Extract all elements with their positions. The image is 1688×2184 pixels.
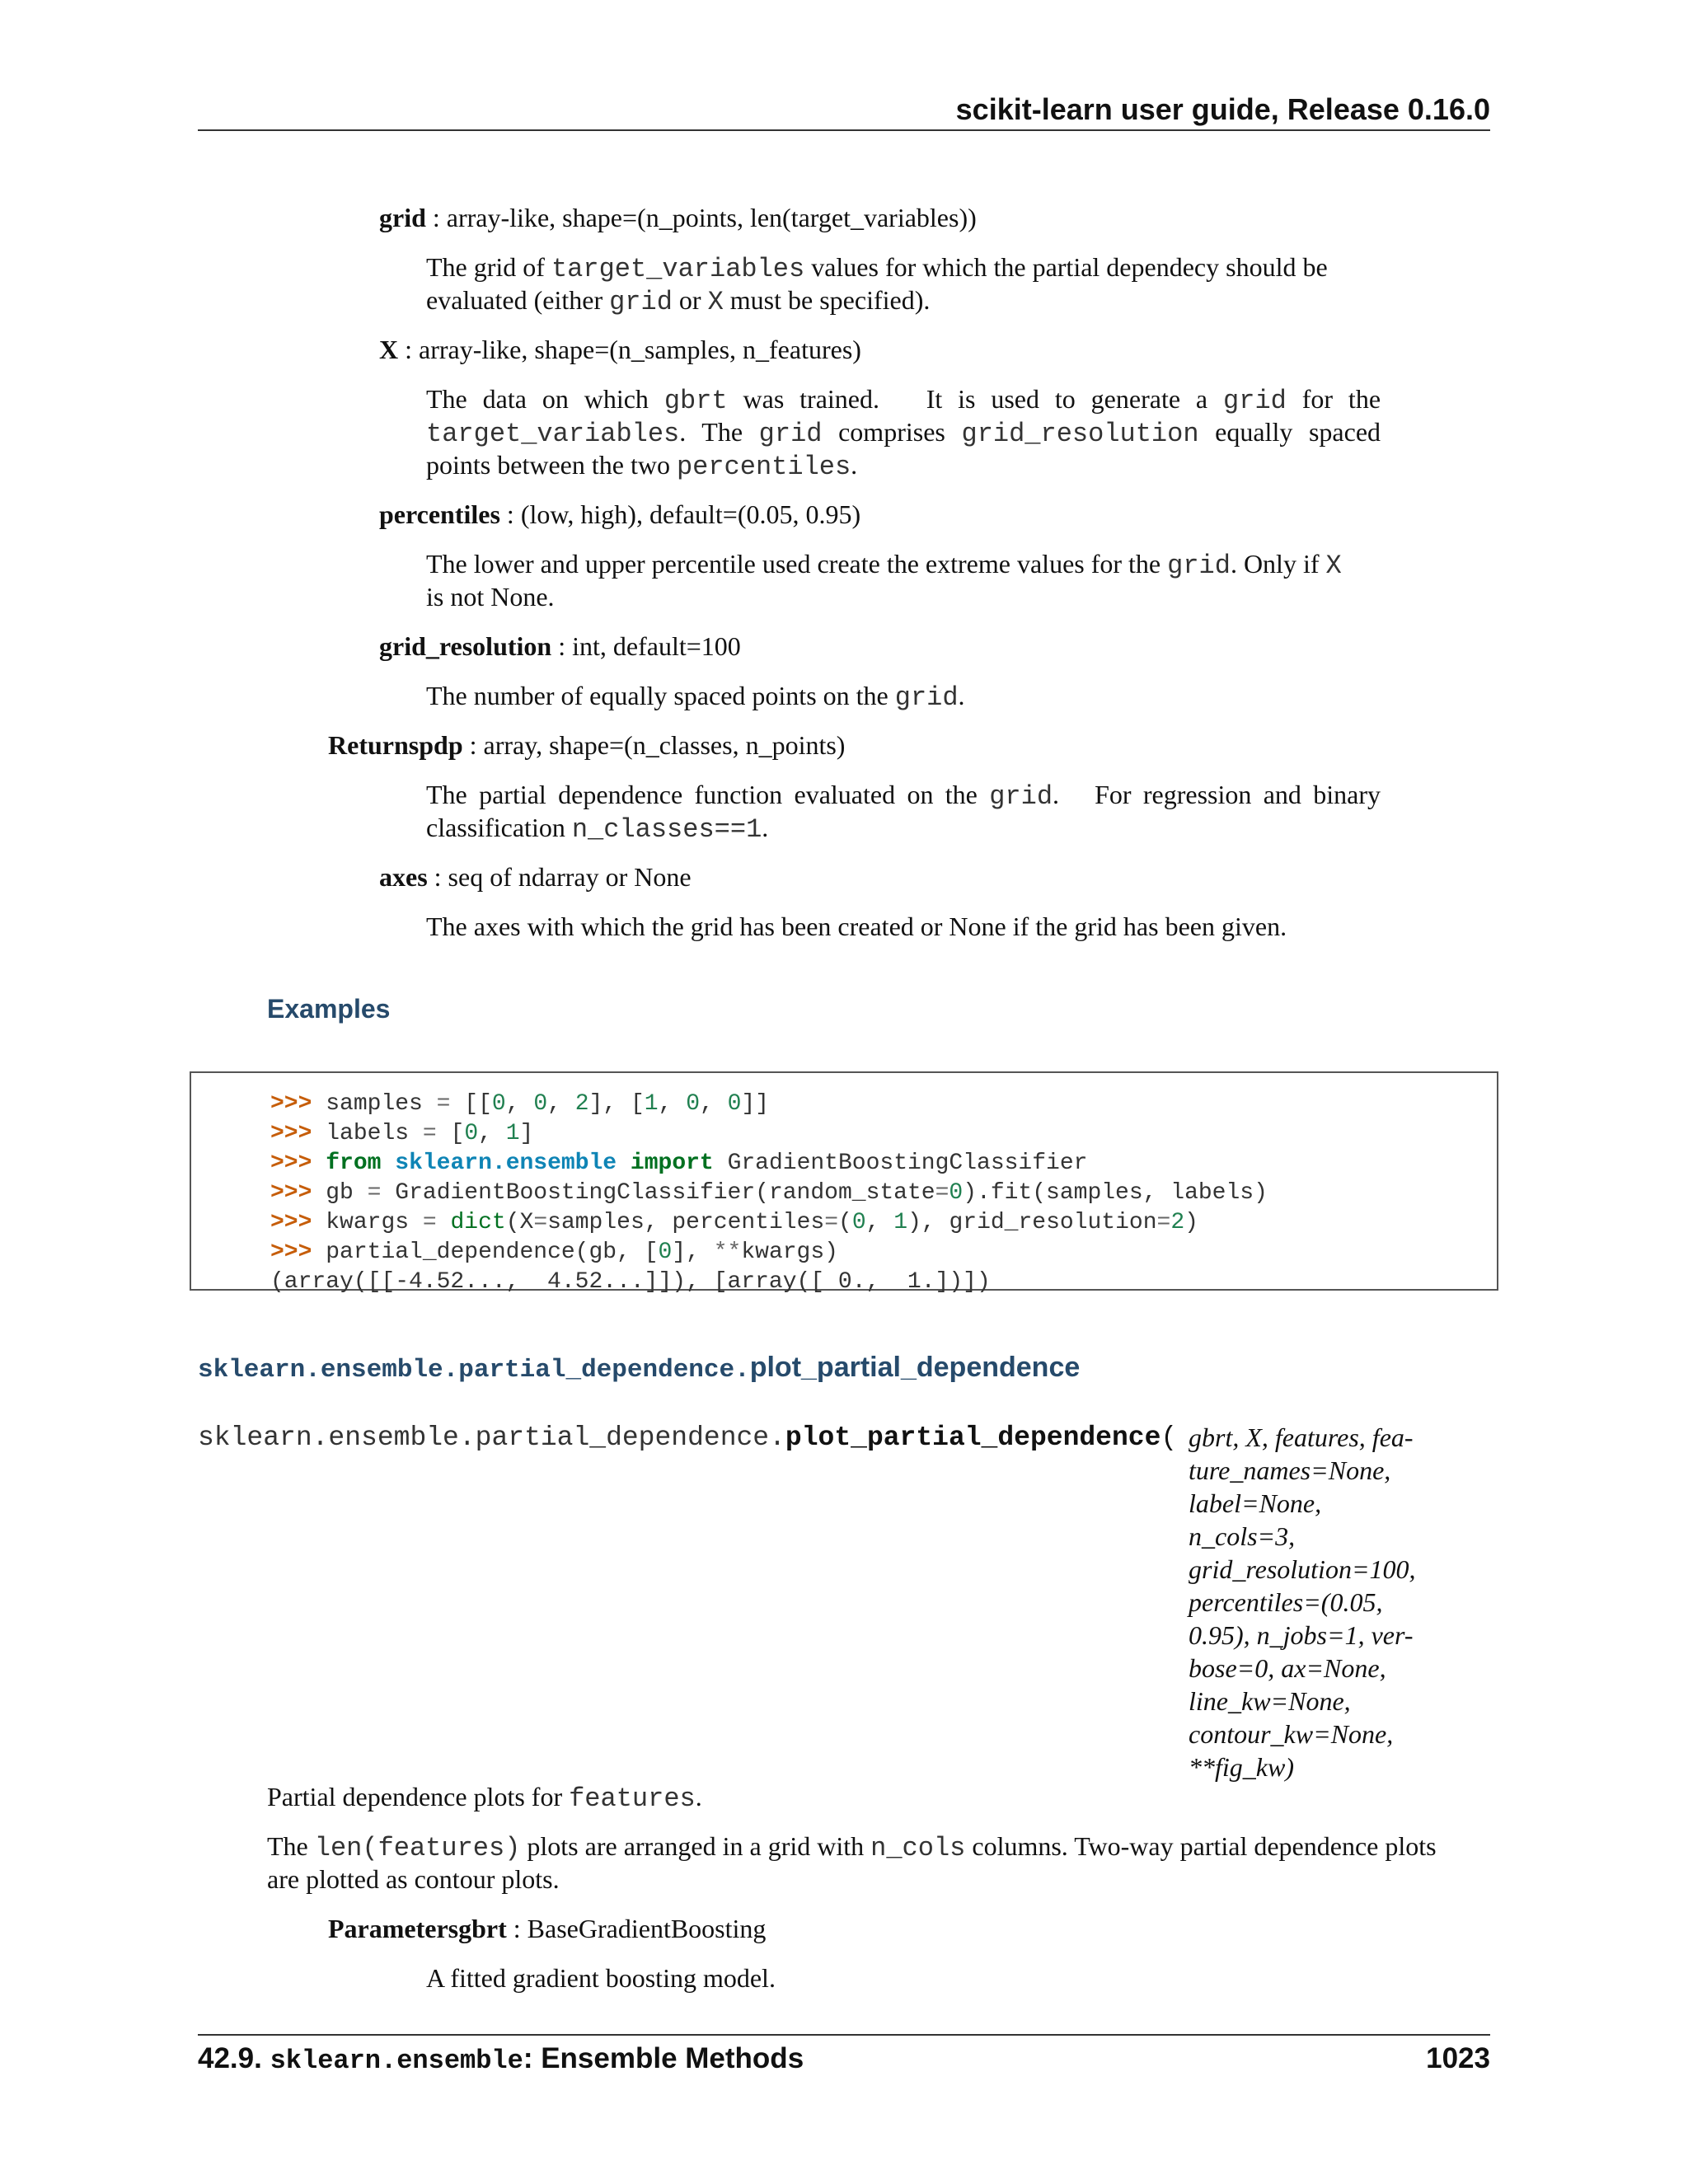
code-token: ,	[478, 1121, 506, 1146]
code-token: ).fit(samples, labels)	[963, 1180, 1268, 1206]
text: classification	[426, 813, 572, 842]
code-line	[270, 1149, 1087, 1179]
signature-params-line: percentiles=(0.05,	[1189, 1587, 1383, 1617]
code-token: [	[450, 1121, 465, 1146]
code-prompt: >>>	[270, 1180, 312, 1206]
header-rule	[198, 129, 1490, 131]
code-token: 2	[574, 1091, 589, 1117]
param-X	[379, 333, 861, 366]
param-type: : int, default=100	[551, 631, 741, 661]
params-label: Parametersgbrt	[328, 1914, 507, 1943]
inline-code: features	[569, 1783, 696, 1814]
code-token: (	[838, 1210, 852, 1235]
code-token: 1	[893, 1210, 908, 1235]
code-token: samples	[326, 1091, 423, 1117]
code-token: 1	[644, 1091, 659, 1117]
code-token: 0	[658, 1240, 673, 1265]
code-line	[270, 1208, 1198, 1238]
code-token: =	[824, 1210, 839, 1235]
code-token: )	[1184, 1210, 1198, 1235]
code-token: 0	[491, 1091, 506, 1117]
inline-code: grid	[1167, 551, 1231, 581]
code-token: 0	[464, 1121, 479, 1146]
code-token: dict	[450, 1210, 506, 1235]
text: . The	[679, 417, 759, 447]
param-name: X	[379, 335, 399, 364]
section-heading-name: plot_partial_dependence	[749, 1352, 1081, 1383]
code-token: ]	[519, 1121, 534, 1146]
code-line	[270, 1238, 838, 1268]
code-token: kwargs	[326, 1210, 410, 1235]
code-token: 2	[1170, 1210, 1185, 1235]
param-name: grid	[379, 203, 426, 232]
footer-section-title: : Ensemble Methods	[523, 2042, 804, 2074]
param-grid-desc-line1	[426, 251, 1328, 286]
inline-code: grid	[1223, 386, 1287, 416]
text: .	[1053, 780, 1060, 809]
param-name: percentiles	[379, 499, 500, 529]
text: .	[851, 450, 858, 480]
code-token: 0	[533, 1091, 548, 1117]
param-grid	[379, 201, 977, 234]
code-line	[270, 1090, 769, 1119]
code-token: =	[367, 1180, 382, 1206]
signature-params-line: label=None,	[1189, 1488, 1322, 1518]
code-token: ,	[700, 1091, 728, 1117]
code-token: [[	[464, 1091, 492, 1117]
param-percentiles-desc-line1	[426, 547, 1342, 583]
section-heading-module: sklearn.ensemble.partial_dependence.	[198, 1356, 750, 1385]
param-percentiles	[379, 498, 860, 531]
code-prompt: >>>	[270, 1210, 312, 1235]
code-prompt: >>>	[270, 1240, 312, 1265]
param-gbrt	[328, 1912, 766, 1945]
signature-params-line: **fig_kw)	[1189, 1752, 1294, 1782]
text: must be specified).	[723, 285, 931, 315]
returns-axes	[379, 860, 692, 893]
param-gbrt-desc: A fitted gradient boosting model.	[426, 1963, 776, 1993]
code-token: =	[935, 1180, 950, 1206]
function-description	[267, 1780, 702, 1816]
footer-section	[198, 2042, 804, 2076]
inline-code: percentiles	[676, 452, 851, 482]
returns-axes-desc: The axes with which the grid has been created or None if the grid has been given.	[426, 912, 1287, 941]
footer-section-number: 42.9.	[198, 2042, 270, 2074]
code-token: ,	[865, 1210, 894, 1235]
param-type: : array-like, shape=(n_samples, n_features)	[398, 335, 861, 364]
returns-axes-name: axes	[379, 862, 428, 892]
param-grid-resolution-desc	[426, 679, 965, 715]
code-token: ,	[505, 1091, 534, 1117]
text: The lower and upper percentile used create the extreme values for the	[426, 549, 1168, 579]
section-heading	[198, 1352, 1080, 1385]
code-token: 0	[949, 1180, 964, 1206]
code-token: labels	[326, 1121, 410, 1146]
code-token: import	[630, 1151, 714, 1176]
code-prompt: >>>	[270, 1151, 312, 1176]
text: The	[267, 1831, 315, 1861]
code-token: =	[436, 1091, 451, 1117]
returns-pdp-desc-line2	[426, 811, 768, 846]
code-token: =	[422, 1210, 437, 1235]
code-token: 0	[851, 1210, 866, 1235]
code-token: ,	[547, 1091, 575, 1117]
text: was trained.	[727, 384, 880, 414]
text: evaluated (either	[426, 285, 610, 315]
returns-pdp	[328, 729, 845, 762]
returns-label: Returnspdp	[328, 730, 463, 760]
code-token: =	[1156, 1210, 1171, 1235]
footer-rule	[198, 2034, 1490, 2036]
text: values for which the partial dependecy should be	[804, 252, 1328, 282]
footer-section-module: sklearn.ensemble	[270, 2046, 523, 2076]
param-X-desc-line1	[426, 382, 1381, 418]
signature-params-line: contour_kw=None,	[1189, 1719, 1394, 1749]
code-token: ], [	[588, 1091, 645, 1117]
code-token: ,	[658, 1091, 687, 1117]
code-token: (X	[505, 1210, 534, 1235]
function-description-line2	[267, 1830, 1437, 1865]
code-line	[270, 1119, 533, 1149]
function-description-line3: are plotted as contour plots.	[267, 1864, 560, 1894]
code-output-line: (array([[-4.52..., 4.52...]]), [array([ 0., 1.])])	[270, 1269, 991, 1295]
running-header: scikit-learn user guide, Release 0.16.0	[955, 92, 1490, 126]
text: It is used to generate a	[926, 384, 1224, 414]
text: The number of equally spaced points on the	[426, 681, 895, 710]
code-prompt: >>>	[270, 1091, 312, 1117]
signature-params-line: line_kw=None,	[1189, 1686, 1351, 1716]
signature-params-line: grid_resolution=100,	[1189, 1554, 1416, 1584]
text: The data on which	[426, 384, 664, 414]
param-X-desc-line3	[426, 448, 857, 484]
signature-params-line: gbrt, X, features, fea-	[1189, 1422, 1414, 1452]
param-X-desc-line2	[426, 415, 1381, 451]
code-token: =	[422, 1121, 437, 1146]
inline-code: grid_resolution	[961, 419, 1199, 449]
returns-axes-type: : seq of ndarray or None	[427, 862, 692, 892]
inline-code: grid	[758, 419, 823, 449]
text: or	[672, 285, 708, 315]
code-token: 1	[505, 1121, 520, 1146]
code-token: ],	[672, 1240, 714, 1265]
text: plots are arranged in a grid with	[520, 1831, 871, 1861]
inline-code: target_variables	[426, 419, 680, 449]
inline-code: n_cols	[870, 1833, 966, 1863]
signature-module: sklearn.ensemble.partial_dependence.	[198, 1422, 785, 1453]
code-token: GradientBoostingClassifier(random_state	[395, 1180, 935, 1206]
text: equally spaced	[1198, 417, 1381, 447]
code-token: partial_dependence(gb, [	[326, 1240, 659, 1265]
param-type: : BaseGradientBoosting	[506, 1914, 767, 1943]
code-token: 0	[727, 1091, 742, 1117]
inline-code: gbrt	[663, 386, 728, 416]
text: . Only if	[1230, 549, 1326, 579]
inline-code: X	[707, 287, 724, 317]
param-type: : (low, high), default=(0.05, 0.95)	[499, 499, 861, 529]
code-token: GradientBoostingClassifier	[727, 1151, 1088, 1176]
signature-params-line: bose=0, ax=None,	[1189, 1653, 1386, 1683]
text: for the	[1286, 384, 1381, 414]
code-token: ]]	[741, 1091, 770, 1117]
param-grid-desc-line2	[426, 284, 930, 319]
code-token: samples, percentiles	[547, 1210, 825, 1235]
text: For regression and binary	[1095, 780, 1381, 809]
code-token: kwargs)	[741, 1240, 838, 1265]
signature-params-line: n_cols=3,	[1189, 1521, 1296, 1551]
function-signature	[198, 1422, 1177, 1453]
code-line	[270, 1179, 1268, 1208]
inline-code: n_classes==1	[571, 814, 762, 845]
code-token: =	[533, 1210, 548, 1235]
signature-params-line: ture_names=None,	[1189, 1455, 1391, 1485]
returns-pdp-desc-line1	[426, 778, 1381, 813]
text: points between the two	[426, 450, 677, 480]
text: The grid of	[426, 252, 551, 282]
code-token: 0	[686, 1091, 701, 1117]
text: columns. Two-way partial dependence plots	[965, 1831, 1437, 1861]
code-token: **	[713, 1240, 742, 1265]
text: Partial dependence plots for	[267, 1782, 570, 1811]
param-name: grid_resolution	[379, 631, 552, 661]
code-token: ), grid_resolution	[907, 1210, 1157, 1235]
text: .	[958, 681, 965, 710]
inline-code: grid	[989, 781, 1053, 812]
signature-name: plot_partial_dependence	[785, 1422, 1161, 1453]
inline-code: X	[1325, 551, 1342, 581]
signature-params-line: 0.95), n_jobs=1, ver-	[1189, 1620, 1414, 1650]
code-prompt: >>>	[270, 1121, 312, 1146]
signature-open-paren: (	[1160, 1422, 1178, 1453]
code-token: from	[326, 1151, 382, 1176]
inline-code: target_variables	[551, 254, 805, 284]
text: comprises	[822, 417, 962, 447]
returns-type: : array, shape=(n_classes, n_points)	[462, 730, 846, 760]
page-number: 1023	[1426, 2042, 1490, 2074]
inline-code: len(features)	[314, 1833, 521, 1863]
param-type: : array-like, shape=(n_points, len(target_variables))	[425, 203, 977, 232]
inline-code: grid	[894, 682, 959, 713]
code-token: gb	[326, 1180, 354, 1206]
text: .	[762, 813, 769, 842]
param-percentiles-desc-line2: is not None.	[426, 582, 555, 612]
inline-code: grid	[609, 287, 673, 317]
text: The partial dependence function evaluated on the	[426, 780, 990, 809]
code-example-block	[190, 1071, 1498, 1295]
text: .	[695, 1782, 702, 1811]
param-grid-resolution	[379, 630, 741, 663]
examples-heading: Examples	[267, 994, 391, 1024]
code-token: sklearn.ensemble	[395, 1151, 617, 1176]
